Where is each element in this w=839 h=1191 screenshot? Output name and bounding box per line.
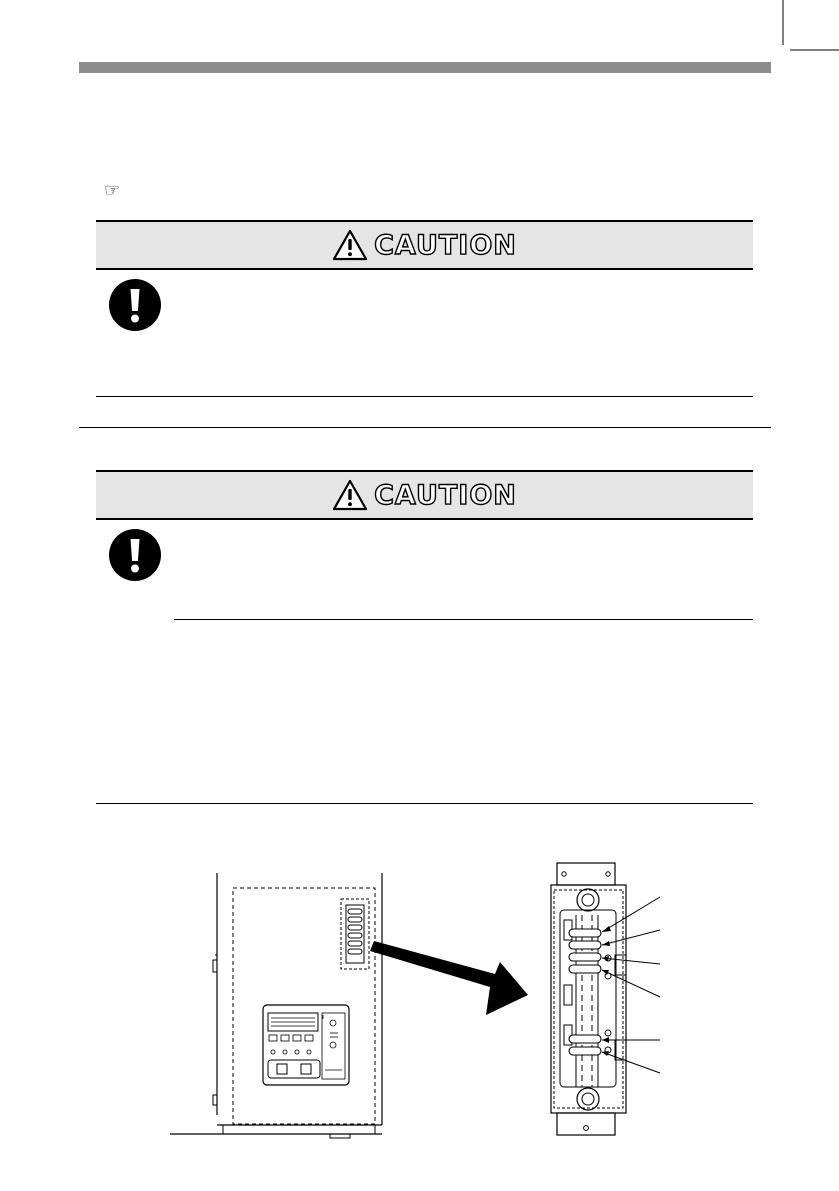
caution-heading: CAUTION — [374, 479, 517, 511]
caution-header — [96, 470, 753, 520]
pointing-hand-icon: ☞ — [104, 180, 121, 201]
callout-arrowheads — [602, 926, 611, 1056]
warning-triangle-icon — [332, 229, 368, 261]
caution-bottom-rule — [96, 803, 753, 804]
mandatory-action-icon — [108, 528, 162, 582]
mandatory-action-icon — [108, 278, 162, 332]
connector-location-figure — [160, 855, 680, 1145]
caution-heading: CAUTION — [374, 229, 517, 261]
crop-mark — [0, 0, 839, 60]
caution-box-2 — [96, 470, 753, 806]
caution-bottom-rule — [96, 396, 753, 397]
warning-triangle-icon — [332, 479, 368, 511]
section-divider — [79, 427, 771, 428]
connector-bar-detail-view — [551, 863, 626, 1135]
caution-box-1 — [96, 220, 753, 398]
caution-header — [96, 220, 753, 270]
section-header-bar — [79, 62, 771, 73]
caution-inner-rule — [174, 619, 753, 620]
callout-leader-lines — [602, 897, 660, 1073]
controller-cabinet-front-view — [170, 873, 382, 1138]
zoom-arrow — [370, 941, 528, 1015]
